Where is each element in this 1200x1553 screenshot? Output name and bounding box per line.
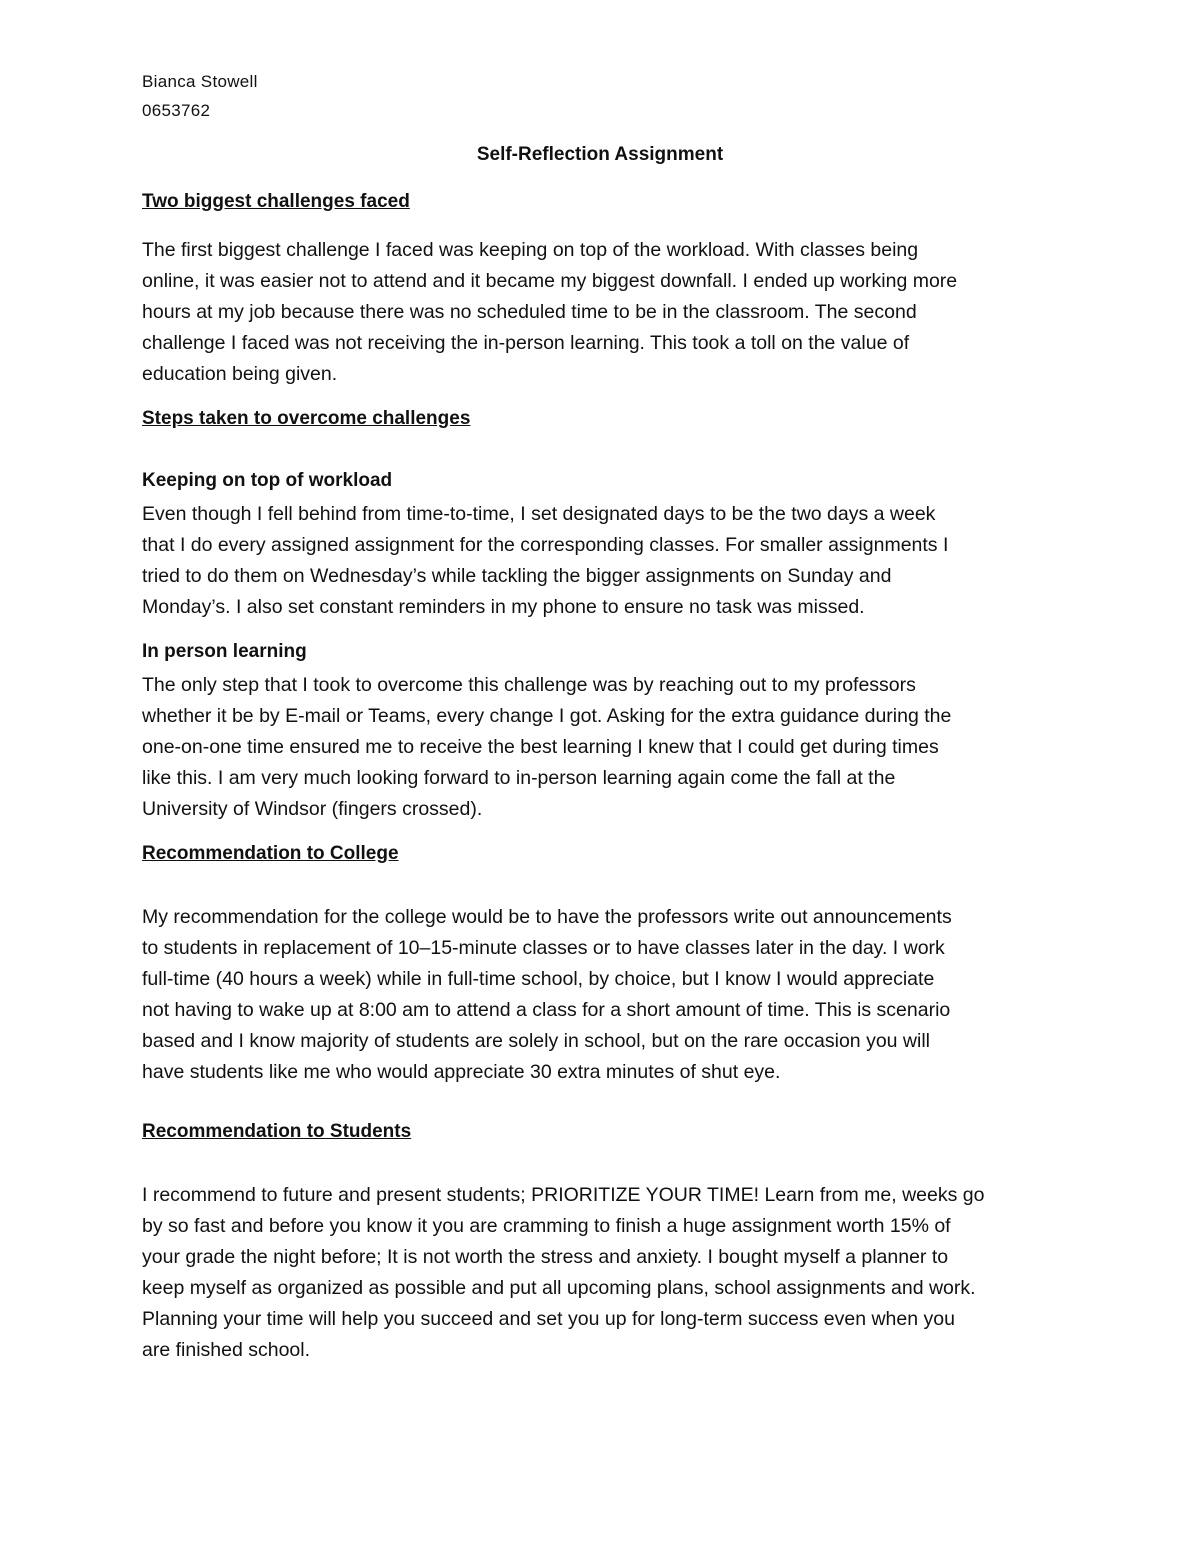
author-name: Bianca Stowell [142, 72, 258, 91]
section-heading-steps: Steps taken to overcome challenges [142, 408, 471, 429]
paragraph-college: My recommendation for the college would be to have the professors write out announcements to students in replacement of 10–15-minute classes or to have classes later in the day. I work full-time (40 hours a week) while in full-time school, by choice, but I know I would appreciate not having to wake up at 8:00 am to attend a class for a short amount of time. This is scenario based and I know majority of students are solely in school, but on the rare occasion you will have students like me who would appreciate 30 extra minutes of shut eye. [142, 906, 952, 1083]
paragraph-workload: Even though I fell behind from time-to-time, I set designated days to be the two days a week that I do every assigned assignment for the corresponding classes. For smaller assignments I tried to do them on Wednesday’s while tackling the bigger assignments on Sunday and Monday’s. I also set constant reminders in my phone to ensure no task was missed. [142, 503, 949, 618]
student-id: 0653762 [142, 101, 211, 120]
section-heading-students: Recommendation to Students [142, 1121, 412, 1142]
page-title: Self-Reflection Assignment [476, 144, 724, 165]
subheading-workload: Keeping on top of workload [142, 470, 393, 491]
section-heading-challenges: Two biggest challenges faced [142, 191, 410, 212]
paragraph-in-person: The only step that I took to overcome this challenge was by reaching out to my professors whether it be by E-mail or Teams, every change I got. Asking for the extra guidance during the one-on-one time ensured me to receive the best learning I knew that I could get during times like this. I am very much looking forward to in-person learning again come the fall at the University of Windsor (fingers crossed). [142, 674, 952, 820]
paragraph-challenges: The first biggest challenge I faced was keeping on top of the workload. With classes being online, it was easier not to attend and it became my biggest downfall. I ended up working more hours at my job because there was no scheduled time to be in the classroom. The second challenge I faced was not receiving the in-person learning. This took a toll on the value of education being given. [142, 239, 958, 385]
subheading-in-person: In person learning [142, 641, 307, 662]
section-heading-college: Recommendation to College [142, 843, 399, 864]
paragraph-students: I recommend to future and present students; PRIORITIZE YOUR TIME! Learn from me, weeks go by so fast and before you know it you are cramming to finish a huge assignment worth 15% of your grade the night before; It is not worth the stress and anxiety. I bought myself a planner to keep myself as organized as possible and put all upcoming plans, school assignments and work. Planning your time will help you succeed and set you up for long-term success even when you are finished school. [142, 1184, 985, 1361]
